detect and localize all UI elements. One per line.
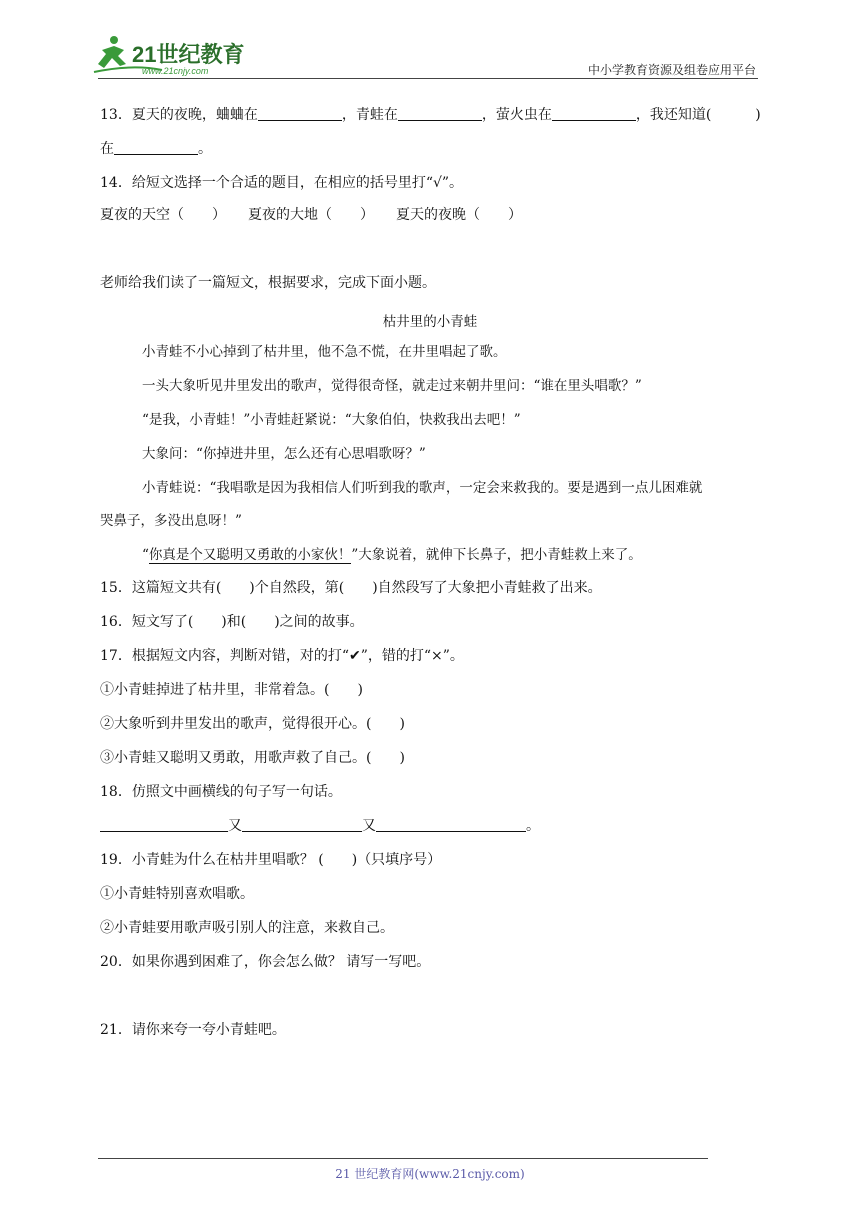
page-footer: 21 世纪教育网(www.21cnjy.com) (335, 1167, 525, 1181)
question-16: 16．短文写了( )和( )之间的故事。 (100, 614, 364, 630)
question-18-stem: 18．仿照文中画横线的句子写一句话。 (100, 784, 342, 800)
answer-blank[interactable] (398, 106, 482, 121)
question-13-line-2: 在 。 (100, 141, 212, 157)
answer-blank[interactable] (258, 106, 342, 121)
question-17-statement-3: ③小青蛙又聪明又勇敢，用歌声救了自己。( ) (100, 750, 405, 766)
option-summer-evening[interactable]: 夏天的夜晚（ ） (396, 207, 522, 223)
question-14-options (100, 206, 522, 224)
question-14-stem: 14．给短文选择一个合适的题目，在相应的括号里打“√”。 (100, 175, 464, 191)
logo-text: 21世纪教育 (132, 42, 245, 67)
passage-paragraph-2: 一头大象听见井里发出的歌声，觉得很奇怪，就走过来朝井里问：“谁在里头唱歌？” (142, 378, 642, 394)
question-15: 15．这篇短文共有( )个自然段，第( )自然段写了大象把小青蛙救了出来。 (100, 580, 602, 596)
question-13-line-1: 13．夏天的夜晚，蛐蛐在 ，青蛙在 ，萤火虫在 ，我还知道( ) (100, 107, 761, 123)
passage-paragraph-4: 大象问：“你掉进井里，怎么还有心思唱歌呀？” (142, 446, 426, 462)
header-divider (98, 78, 758, 79)
answer-blank[interactable] (376, 817, 526, 832)
passage-title: 枯井里的小青蛙 (382, 314, 478, 330)
question-17-stem: 17．根据短文内容，判断对错，对的打“✔”，错的打“×”。 (100, 648, 464, 664)
platform-name: 中小学教育资源及组卷应用平台 (587, 63, 756, 77)
answer-blank[interactable] (100, 817, 228, 832)
underlined-sentence: 你真是个又聪明又勇敢的小家伙！ (148, 547, 352, 563)
passage-paragraph-1: 小青蛙不小心掉到了枯井里，他不急不慌，在井里唱起了歌。 (142, 344, 507, 360)
question-21: 21．请你来夸一夸小青蛙吧。 (100, 1022, 286, 1038)
question-19-stem: 19．小青蛙为什么在枯井里唱歌？ ( )（只填序号） (100, 852, 442, 868)
site-logo (92, 34, 262, 78)
passage-paragraph-3: “是我，小青蛙！”小青蛙赶紧说：“大象伯伯，快救我出去吧！” (142, 412, 521, 428)
question-20: 20．如果你遇到困难了，你会怎么做？ 请写一写吧。 (100, 954, 431, 970)
question-19-option-2: ②小青蛙要用歌声吸引别人的注意，来救自己。 (100, 920, 394, 936)
logo-url: www.21cnjy.com (142, 66, 209, 76)
option-summer-night-sky[interactable]: 夏夜的天空（ ） (100, 207, 226, 223)
reading-intro: 老师给我们读了一篇短文，根据要求，完成下面小题。 (100, 275, 436, 291)
question-19-option-1: ①小青蛙特别喜欢唱歌。 (100, 886, 254, 902)
footer-divider (98, 1158, 708, 1159)
answer-blank[interactable] (114, 140, 198, 155)
option-summer-night-earth[interactable]: 夏夜的大地（ ） (248, 207, 374, 223)
answer-blank[interactable] (242, 817, 362, 832)
passage-paragraph-6: “你真是个又聪明又勇敢的小家伙！”大象说着，就伸下长鼻子，把小青蛙救上来了。 (142, 547, 642, 563)
question-18-answer-line: 又 又 。 (100, 817, 540, 835)
question-17-statement-1: ①小青蛙掉进了枯井里，非常着急。( ) (100, 682, 363, 698)
passage-paragraph-5b: 哭鼻子，多没出息呀！” (100, 513, 242, 529)
question-17-statement-2: ②大象听到井里发出的歌声，觉得很开心。( ) (100, 716, 405, 732)
answer-blank[interactable] (552, 106, 636, 121)
passage-paragraph-5a: 小青蛙说：“我唱歌是因为我相信人们听到我的歌声，一定会来救我的。要是遇到一点儿困难就 (142, 480, 703, 496)
page-header (0, 0, 860, 90)
